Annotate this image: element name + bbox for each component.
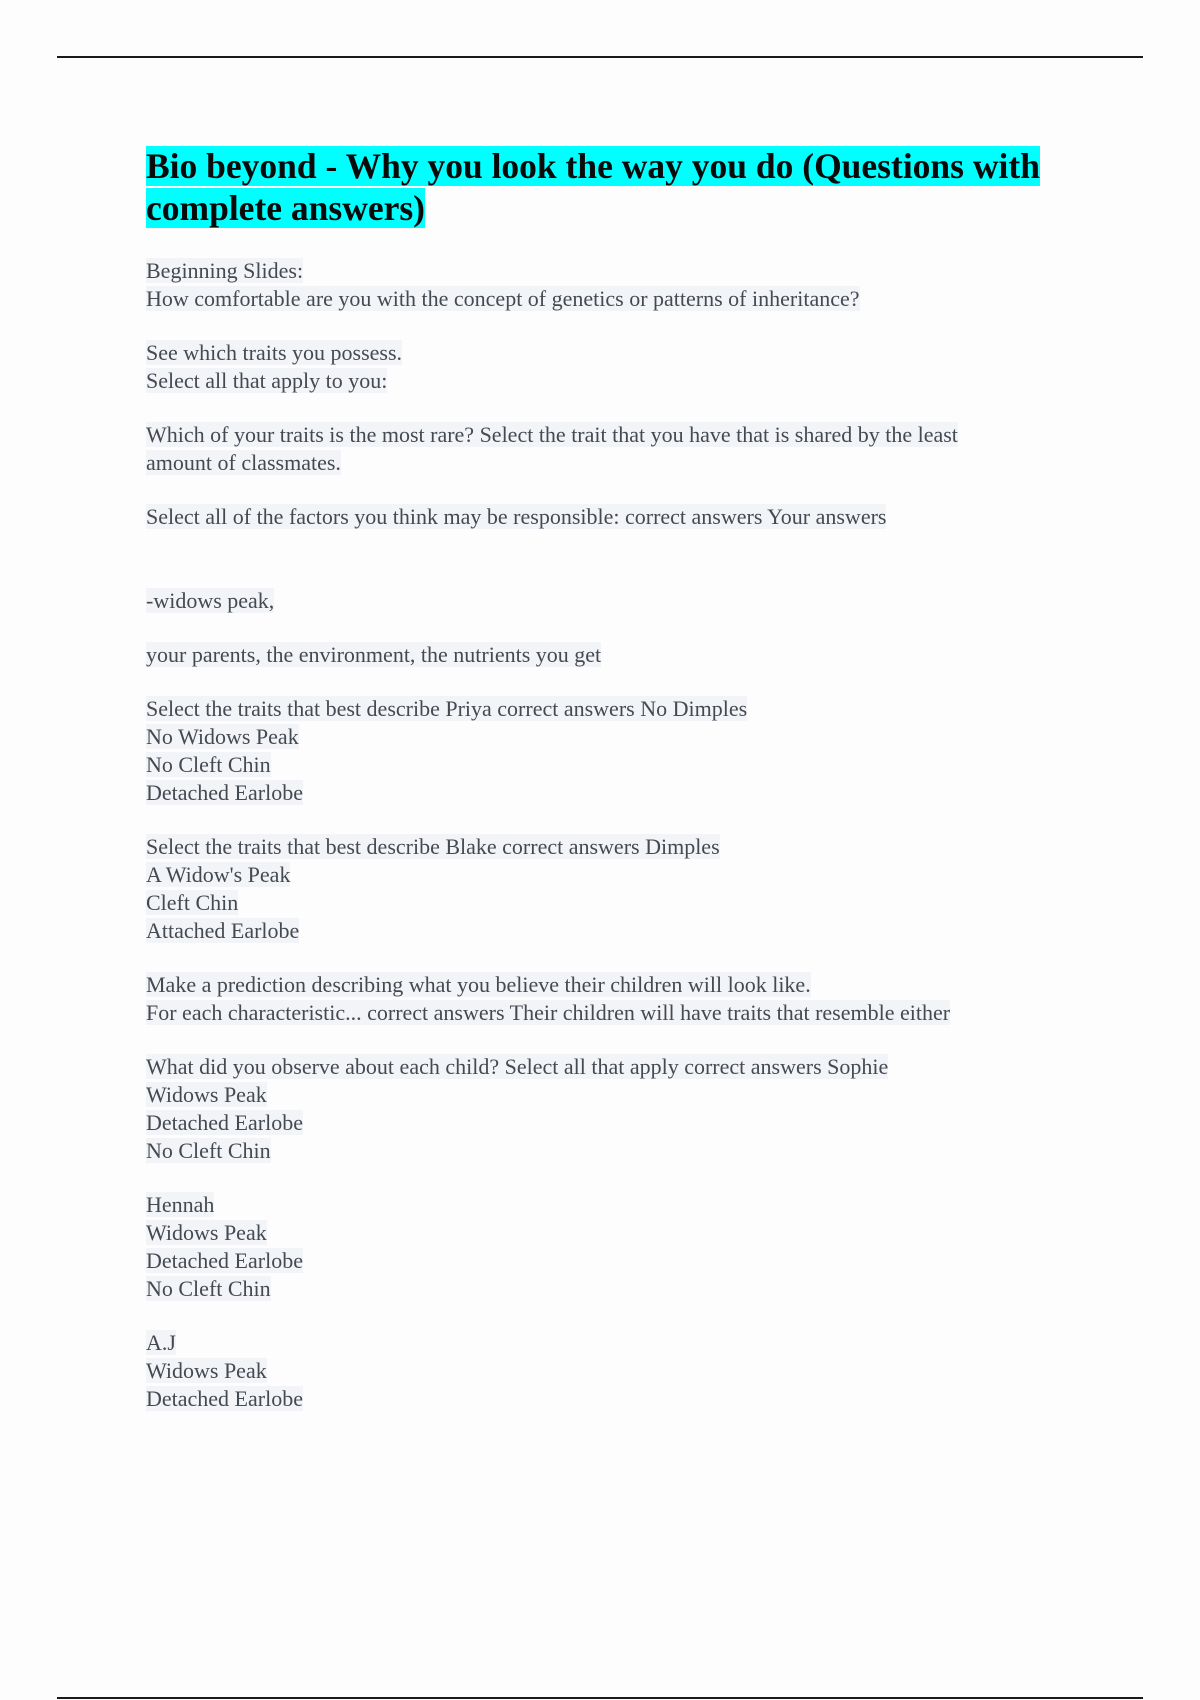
text-line: Select the traits that best describe Priya correct answers No Dimples [146, 696, 748, 721]
paragraph-hennah [146, 1191, 1086, 1303]
paragraph-sophie [146, 1053, 1086, 1165]
text-line: Select all of the factors you think may be responsible: correct answers Your answers [146, 504, 887, 529]
paragraph-factors [146, 503, 1086, 531]
title-line-2: complete answers) [146, 188, 425, 228]
text-line: -widows peak, [146, 588, 275, 613]
text-line: Select all that apply to you: [146, 368, 388, 393]
paragraph-traits-possess [146, 339, 1086, 395]
text-line: amount of classmates. [146, 450, 341, 475]
text-line: Cleft Chin [146, 890, 239, 915]
text-line: Widows Peak [146, 1358, 267, 1383]
text-line: A Widow's Peak [146, 862, 291, 887]
text-line: See which traits you possess. [146, 340, 403, 365]
text-line: Detached Earlobe [146, 780, 303, 805]
text-line: How comfortable are you with the concept of genetics or patterns of inheritance? [146, 286, 860, 311]
paragraph-rare-trait [146, 421, 1086, 477]
text-line: Detached Earlobe [146, 1386, 303, 1411]
text-line: Widows Peak [146, 1082, 267, 1107]
text-line: Beginning Slides: [146, 258, 304, 283]
paragraph-parents [146, 641, 1086, 669]
document-title [146, 145, 1086, 229]
text-line: No Cleft Chin [146, 1276, 271, 1301]
text-line: No Cleft Chin [146, 1138, 271, 1163]
text-line: A.J [146, 1330, 176, 1355]
text-line: Hennah [146, 1192, 215, 1217]
paragraph-prediction [146, 971, 1086, 1027]
text-line: Which of your traits is the most rare? Select the trait that you have that is shared by the least [146, 422, 958, 447]
text-line: Detached Earlobe [146, 1110, 303, 1135]
text-line: Attached Earlobe [146, 918, 300, 943]
text-line: No Cleft Chin [146, 752, 271, 777]
text-line: Widows Peak [146, 1220, 267, 1245]
text-line: your parents, the environment, the nutrients you get [146, 642, 602, 667]
paragraph-aj [146, 1329, 1086, 1413]
text-line: Detached Earlobe [146, 1248, 303, 1273]
text-line: For each characteristic... correct answers Their children will have traits that resemble either [146, 1000, 951, 1025]
document-body [146, 145, 1086, 1439]
footer-rule [57, 1697, 1143, 1699]
text-line: What did you observe about each child? Select all that apply correct answers Sophie [146, 1054, 889, 1079]
paragraph-widows-peak [146, 587, 1086, 615]
text-line: Make a prediction describing what you believe their children will look like. [146, 972, 811, 997]
paragraph-blake [146, 833, 1086, 945]
paragraph-beginning-slides [146, 257, 1086, 313]
paragraph-priya [146, 695, 1086, 807]
header-rule [57, 56, 1143, 58]
text-line: Select the traits that best describe Blake correct answers Dimples [146, 834, 720, 859]
text-line: No Widows Peak [146, 724, 299, 749]
title-line-1: Bio beyond - Why you look the way you do (Questions with [146, 146, 1040, 186]
